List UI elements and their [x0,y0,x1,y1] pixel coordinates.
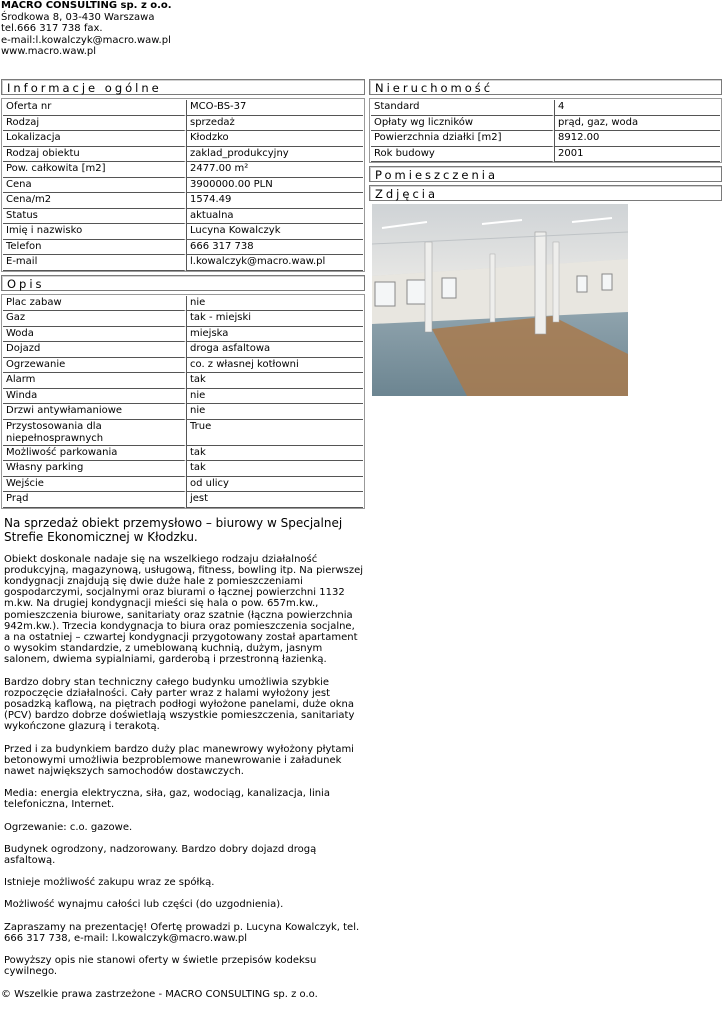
description-paragraph: Istnieje możliwość zakupu wraz ze spółką. [4,877,215,889]
field-label: Rok budowy [371,147,554,163]
field-value: l.kowalczyk@macro.waw.pl [186,255,363,271]
field-value: tak - miejski [186,311,363,327]
field-label: Gaz [3,311,186,327]
field-label: Ogrzewanie [3,358,186,374]
field-label: Alarm [3,373,186,389]
description-paragraph: Ogrzewanie: c.o. gazowe. [4,821,133,833]
field-label: Możliwość parkowania [3,446,186,462]
description-paragraph: Zapraszamy na prezentację! Ofertę prowadzi p. Lucyna Kowalczyk, tel. 666 317 738, e-mail: l.kowalczyk@macro.waw.pl [4,921,360,944]
property-table [371,100,720,162]
table-row [3,193,363,209]
description-paragraph: Możliwość wynajmu całości lub części (do uzgodnienia). [4,899,284,911]
field-value: 2001 [554,147,720,163]
description-paragraph: Obiekt doskonale nadaje się na wszelkiego rodzaju działalność produkcyjną, magazynową, usługową, fitness, bowling itp. Na pierwszej kondygnacji znajdują się dwie duże hale z pomieszczeniami gospodarczymi, socjalnymi oraz biurami o łącznej powierzchni 1132 m.kw. Na drugiej kondygnacji mieści się hala o pow. 657m.kw., pomieszczenia biurowe, sanitariaty oraz szatnie (łączna powierzchnia 942m.kw.). Trzecia kondygnacja to biura oraz pomieszczenia socjalne, a na ostatniej – czwartej kondygnacji przygotowany został apartament o wysokim standardzie, z umeblowaną kuchnią, dużym, jasnym salonem, dwiema sypialniami, garderobą i przestronną łazienką. [4,553,364,666]
field-value: 8912.00 [554,131,720,147]
field-value: 3900000.00 PLN [186,178,363,194]
field-label: Plac zabaw [3,296,186,312]
field-label: Telefon [3,240,186,256]
field-value: droga asfaltowa [186,342,363,358]
table-row [3,389,363,405]
features-table [3,296,363,508]
field-value: aktualna [186,209,363,225]
field-label: Drzwi antywłamaniowe [3,404,186,420]
table-row [371,116,720,132]
table-row [3,224,363,240]
company-phone: tel.666 317 738 fax. [1,23,103,34]
field-value: tak [186,446,363,462]
description-headline: Na sprzedaż obiekt przemysłowo – biurowy w Specjalnej Strefie Ekonomicznej w Kłodzku. [4,515,343,544]
field-label: Wejście [3,477,186,493]
field-value: 666 317 738 [186,240,363,256]
general-info-box [1,98,365,272]
company-header [1,0,172,58]
field-label: Status [3,209,186,225]
field-label: Lokalizacja [3,131,186,147]
property-box [369,98,722,163]
field-value: nie [186,404,363,420]
table-row [3,178,363,194]
field-value: co. z własnej kotłowni [186,358,363,374]
field-value: miejska [186,327,363,343]
rooms-title: Pomieszczenia [369,166,722,182]
table-row [3,492,363,508]
property-photo[interactable] [372,204,628,396]
description-title: Opis [1,275,365,291]
field-value: 1574.49 [186,193,363,209]
table-row [371,147,720,163]
field-value: 2477.00 m² [186,162,363,178]
table-row [3,446,363,462]
table-row [3,255,363,271]
field-label: Oferta nr [3,100,186,116]
property-title: Nieruchomość [369,79,722,95]
table-row [3,342,363,358]
description-paragraph: Powyższy opis nie stanowi oferty w świetle przepisów kodeksu cywilnego. [4,954,317,978]
field-label: Rodzaj obiektu [3,147,186,163]
field-label: Woda [3,327,186,343]
table-row [3,461,363,477]
field-value: zaklad_produkcyjny [186,147,363,163]
field-label: Własny parking [3,461,186,477]
field-value: True [186,420,363,446]
field-value: MCO-BS-37 [186,100,363,116]
general-info-title: Informacje ogólne [1,79,365,95]
table-row [3,358,363,374]
field-label: Standard [371,100,554,116]
field-label: Cena/m2 [3,193,186,209]
field-value: nie [186,389,363,405]
table-row [3,240,363,256]
field-value: Lucyna Kowalczyk [186,224,363,240]
field-label: Imię i nazwisko [3,224,186,240]
right-column [369,79,722,396]
description-paragraph: Bardzo dobry stan techniczny całego budynku umożliwia szybkie rozpoczęcie działalności. Cały parter wraz z halami wyłożony jest posadzką kaflową, na piętrach podłogi wyłożone panelami, duże okna (PCV) bardzo dobrze doświetlają wszystkie pomieszczenia, sanitariaty wykończone glazurą i terakotą. [4,676,355,733]
features-box [1,294,365,509]
field-label: Powierzchnia działki [m2] [371,131,554,147]
field-value: tak [186,461,363,477]
field-value: nie [186,296,363,312]
table-row [3,311,363,327]
field-value: od ulicy [186,477,363,493]
description-paragraph: Przed i za budynkiem bardzo duży plac manewrowy wyłożony płytami betonowymi umożliwia bezproblemowe manewrowanie i załadunek nawet największych samochodów dostawczych. [4,743,354,777]
field-value: prąd, gaz, woda [554,116,720,132]
field-value: jest [186,492,363,508]
company-email: e-mail:l.kowalczyk@macro.waw.pl [1,34,171,46]
general-info-table [3,100,363,271]
field-value: tak [186,373,363,389]
field-label: Winda [3,389,186,405]
table-row [3,131,363,147]
company-address: Środkowa 8, 03-430 Warszawa [1,11,155,23]
field-value: Kłodzko [186,131,363,147]
description-paragraph: Budynek ogrodzony, nadzorowany. Bardzo dobry dojazd drogą asfaltową. [4,843,317,866]
table-row [3,100,363,116]
company-website: www.macro.waw.pl [1,46,97,57]
field-label: Pow. całkowita [m2] [3,162,186,178]
footer-copyright: © Wszelkie prawa zastrzeżone - MACRO CONSULTING sp. z o.o. [1,989,318,1000]
field-label: E-mail [3,255,186,271]
field-label: Dojazd [3,342,186,358]
description-paragraph: Media: energia elektryczna, siła, gaz, wodociąg, kanalizacja, linia telefoniczna, Internet. [4,788,330,811]
table-row [3,373,363,389]
table-row [371,131,720,147]
table-row [3,147,363,163]
field-label: Prąd [3,492,186,508]
table-row [3,404,363,420]
table-row [3,327,363,343]
field-label: Opłaty wg liczników [371,116,554,132]
left-column [1,79,365,988]
table-row [3,420,363,446]
field-label: Rodzaj [3,116,186,132]
table-row [3,296,363,312]
field-value: sprzedaż [186,116,363,132]
table-row [3,162,363,178]
warehouse-interior-photo [372,204,628,396]
table-row [3,116,363,132]
field-label: Cena [3,178,186,194]
description-body [1,554,365,978]
field-label: Przystosowania dla niepełnosprawnych [3,420,186,446]
table-row [3,209,363,225]
table-row [371,100,720,116]
photos-title: Zdjęcia [369,185,722,201]
company-name: MACRO CONSULTING sp. z o.o. [1,0,172,11]
table-row [3,477,363,493]
field-value: 4 [554,100,720,116]
